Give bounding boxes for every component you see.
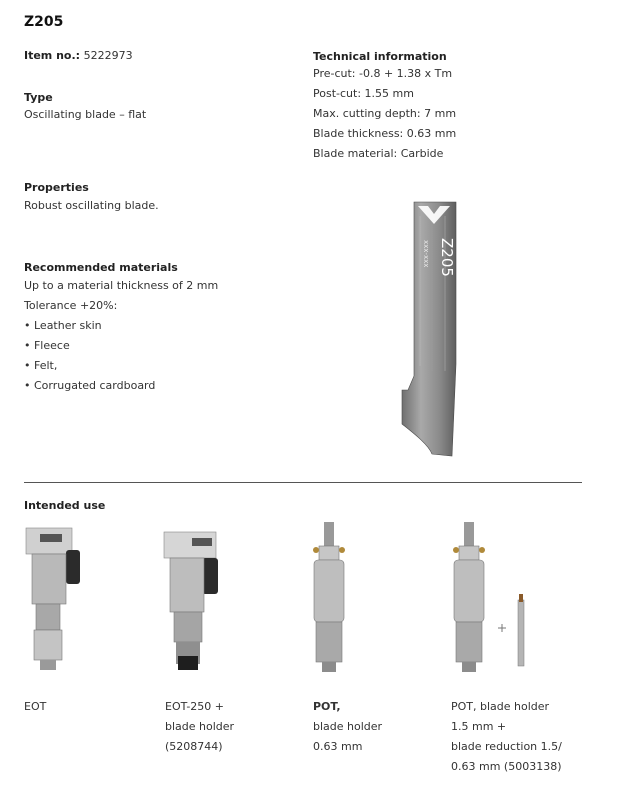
intended-use-heading: Intended use bbox=[24, 499, 106, 512]
properties-heading: Properties bbox=[24, 181, 89, 194]
item-number-row bbox=[24, 46, 133, 66]
blade-image bbox=[370, 196, 480, 458]
blade-sub-engraving: xxx-xxx bbox=[422, 240, 430, 268]
caption-eot-250 bbox=[165, 697, 234, 757]
caption-line: POT, blade holder bbox=[451, 700, 550, 713]
caption-pot-reduction bbox=[451, 697, 562, 777]
type-heading: Type bbox=[24, 91, 53, 104]
caption-pot bbox=[313, 697, 382, 757]
materials-line: • Corrugated cardboard bbox=[24, 379, 156, 392]
caption-line: blade holder bbox=[313, 720, 383, 733]
pot-reduction-tool-image bbox=[446, 520, 546, 675]
pot-tool-image bbox=[306, 520, 356, 675]
product-code: Z205 bbox=[24, 14, 64, 30]
materials-line: Up to a material thickness of 2 mm bbox=[24, 279, 219, 292]
eot-250-tool-image bbox=[158, 528, 228, 678]
technical-line: Post-cut: 1.55 mm bbox=[313, 87, 414, 100]
technical-heading: Technical information bbox=[313, 50, 447, 63]
caption-line: blade reduction 1.5/ bbox=[451, 740, 562, 753]
section-divider bbox=[24, 482, 582, 483]
caption-line: 0.63 mm (5003138) bbox=[451, 760, 562, 773]
materials-list bbox=[24, 276, 218, 396]
type-value: Oscillating blade – flat bbox=[24, 108, 147, 121]
caption-line: 1.5 mm + bbox=[451, 720, 507, 733]
caption-line: blade holder bbox=[165, 720, 235, 733]
caption-line: 0.63 mm bbox=[313, 740, 363, 753]
blade-engraving: Z205 bbox=[438, 238, 456, 277]
item-number-label: Item no.: bbox=[24, 49, 81, 62]
caption-line: (5208744) bbox=[165, 740, 223, 753]
materials-line: • Felt, bbox=[24, 359, 58, 372]
caption-line: EOT-250 + bbox=[165, 700, 224, 713]
materials-line: • Fleece bbox=[24, 339, 70, 352]
materials-heading: Recommended materials bbox=[24, 261, 178, 274]
technical-line: Blade material: Carbide bbox=[313, 147, 444, 160]
eot-tool-image bbox=[18, 524, 88, 674]
technical-list bbox=[313, 64, 456, 164]
properties-value: Robust oscillating blade. bbox=[24, 199, 159, 212]
caption-bold-line: POT, bbox=[313, 700, 341, 713]
materials-line: Tolerance +20%: bbox=[24, 299, 118, 312]
caption-eot bbox=[24, 697, 46, 717]
technical-line: Pre-cut: -0.8 + 1.38 x Tm bbox=[313, 67, 453, 80]
technical-line: Blade thickness: 0.63 mm bbox=[313, 127, 457, 140]
item-number-value: 5222973 bbox=[83, 49, 133, 62]
materials-line: • Leather skin bbox=[24, 319, 102, 332]
caption-eot-line: EOT bbox=[24, 700, 47, 713]
technical-line: Max. cutting depth: 7 mm bbox=[313, 107, 457, 120]
